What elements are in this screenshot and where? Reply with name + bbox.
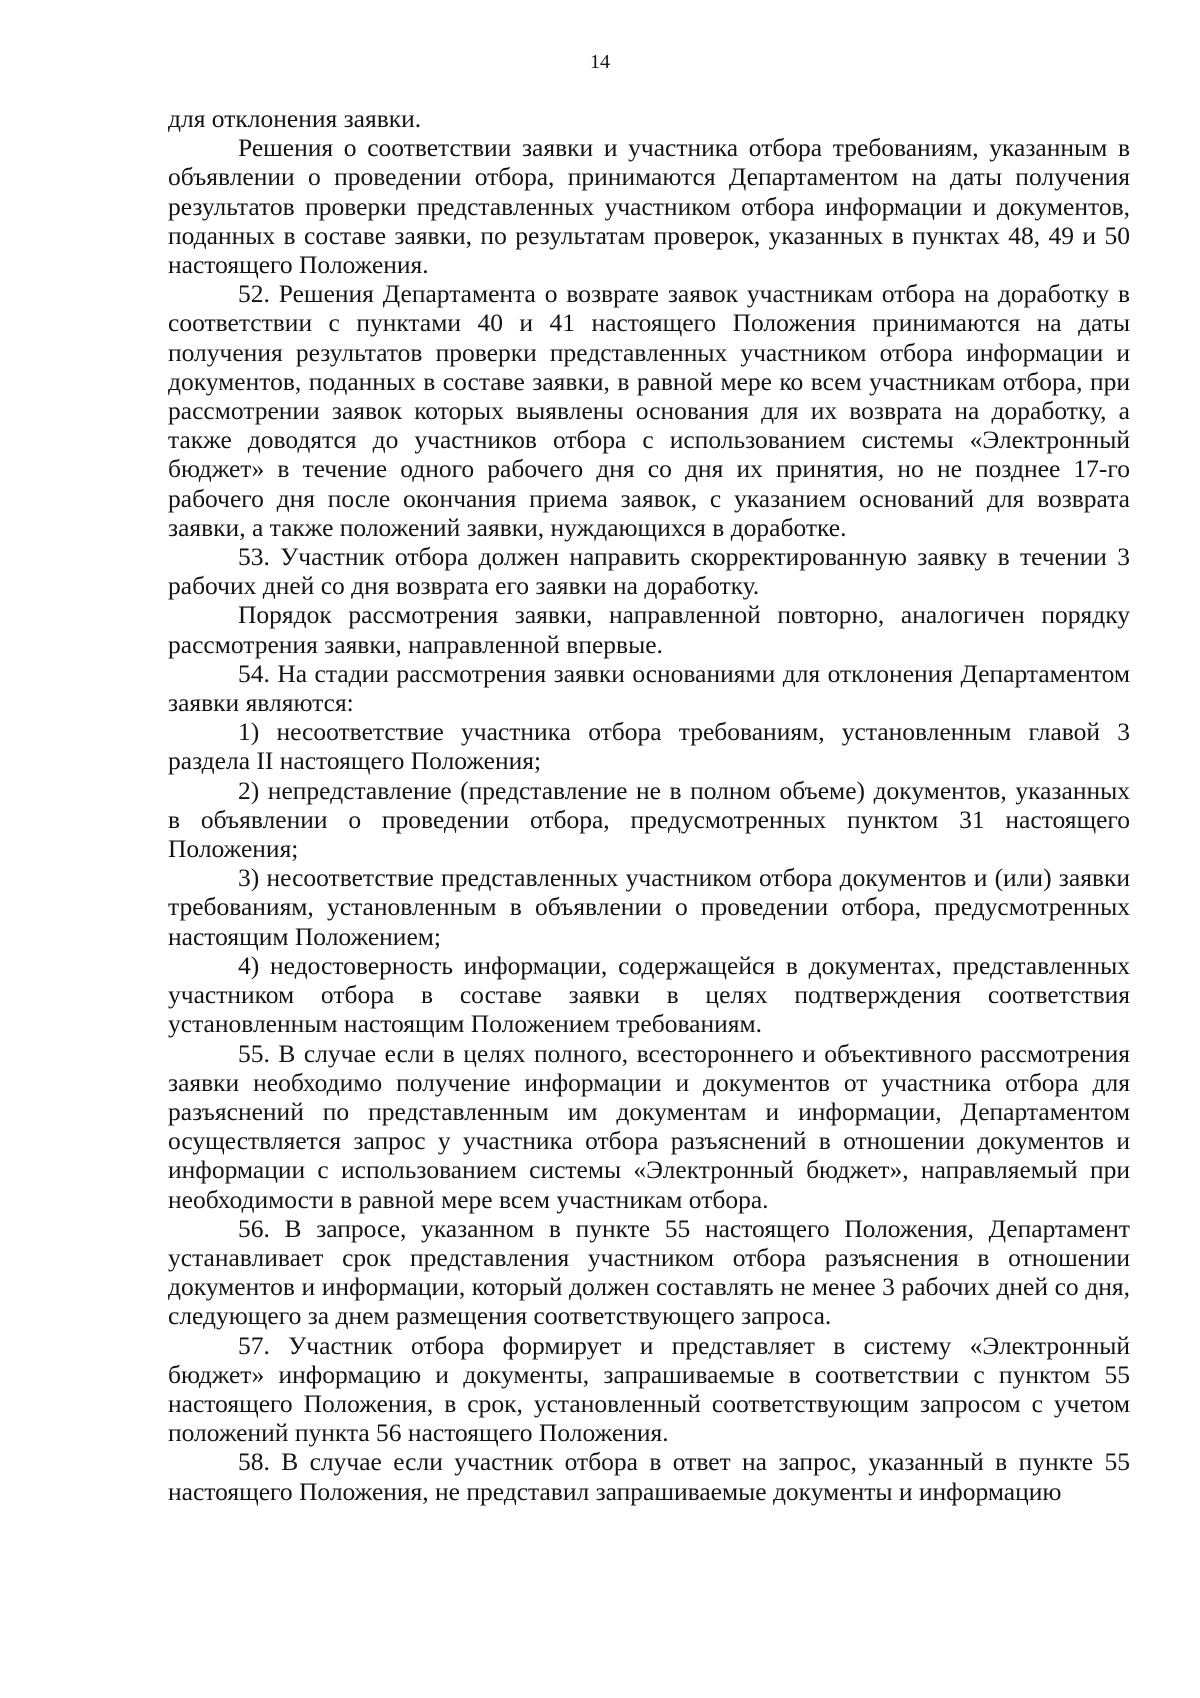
paragraph: 54. На стадии рассмотрения заявки основаниями для отклонения Департаментом заявки являются:	[168, 658, 1130, 718]
paragraph: 53. Участник отбора должен направить скорректированную заявку в течении 3 рабочих дней со дня возврата его заявки на доработку.	[168, 542, 1130, 601]
paragraph: 52. Решения Департамента о возврате заявок участникам отбора на доработку в соответствии с пунктами 40 и 41 настоящего Положения принимаются на даты получения результатов проверки представленных участником отбора информации и документов, поданных в составе заявки, в равной мере ко всем участникам отбора, при рассмотрении заявок которых выявлены основания для их возврата на доработку, а также доводятся до участников отбора с использованием системы «Электронный бюджет» в течение одного рабочего дня со дня их принятия, но не позднее 17-го рабочего дня после окончания приема заявок, с указанием оснований для возврата заявки, а также положений заявки, нуждающихся в доработке.	[168, 279, 1130, 542]
paragraph: 3) несоответствие представленных участником отбора документов и (или) заявки требованиям, установленным в объявлении о проведении отбора, предусмотренных настоящим Положением;	[168, 863, 1130, 951]
paragraph: 1) несоответствие участника отбора требованиям, установленным главой 3 раздела II настоящего Положения;	[168, 717, 1130, 776]
paragraph: 58. В случае если участник отбора в ответ на запрос, указанный в пункте 55 настоящего Положения, не представил запрашиваемые документы и информацию	[168, 1447, 1130, 1506]
paragraph: для отклонения заявки.	[168, 104, 422, 133]
paragraph: 4) недостоверность информации, содержащейся в документах, представленных участником отбора в составе заявки в целях подтверждения соответствия установленным настоящим Положением требованиям.	[168, 950, 1130, 1039]
paragraph: 55. В случае если в целях полного, всестороннего и объективного рассмотрения заявки необходимо получение информации и документов от участника отбора для разъяснений по представленным им документам и информации, Департаментом осуществляется запрос у участника отбора разъяснений в отношении документов и информации с использованием системы «Электронный бюджет», направляемый при необходимости в равной мере всем участникам отбора.	[168, 1038, 1130, 1214]
paragraph: Порядок рассмотрения заявки, направленной повторно, аналогичен порядку рассмотрения заявки, направленной впервые.	[168, 600, 1130, 659]
page-number: 14	[590, 51, 610, 73]
document-body	[168, 104, 1130, 1506]
paragraph: 57. Участник отбора формирует и представляет в систему «Электронный бюджет» информацию и документы, запрашиваемые в соответствии с пунктом 55 настоящего Положения, в срок, установленный соответствующим запросом с учетом положений пункта 56 настоящего Положения.	[168, 1330, 1130, 1448]
paragraph: Решения о соответствии заявки и участника отбора требованиям, указанным в объявлении о проведении отбора, принимаются Департаментом на даты получения результатов проверки представленных участником отбора информации и документов, поданных в составе заявки, по результатам проверок, указанных в пунктах 48, 49 и 50 настоящего Положения.	[168, 133, 1130, 280]
paragraph: 56. В запросе, указанном в пункте 55 настоящего Положения, Департамент устанавливает срок представления участником отбора разъяснения в отношении документов и информации, который должен составлять не менее 3 рабочих дней со дня, следующего за днем размещения соответствующего запроса.	[168, 1213, 1130, 1331]
paragraph: 2) непредставление (представление не в полном объеме) документов, указанных в объявлении о проведении отбора, предусмотренных пунктом 31 настоящего Положения;	[168, 775, 1130, 864]
